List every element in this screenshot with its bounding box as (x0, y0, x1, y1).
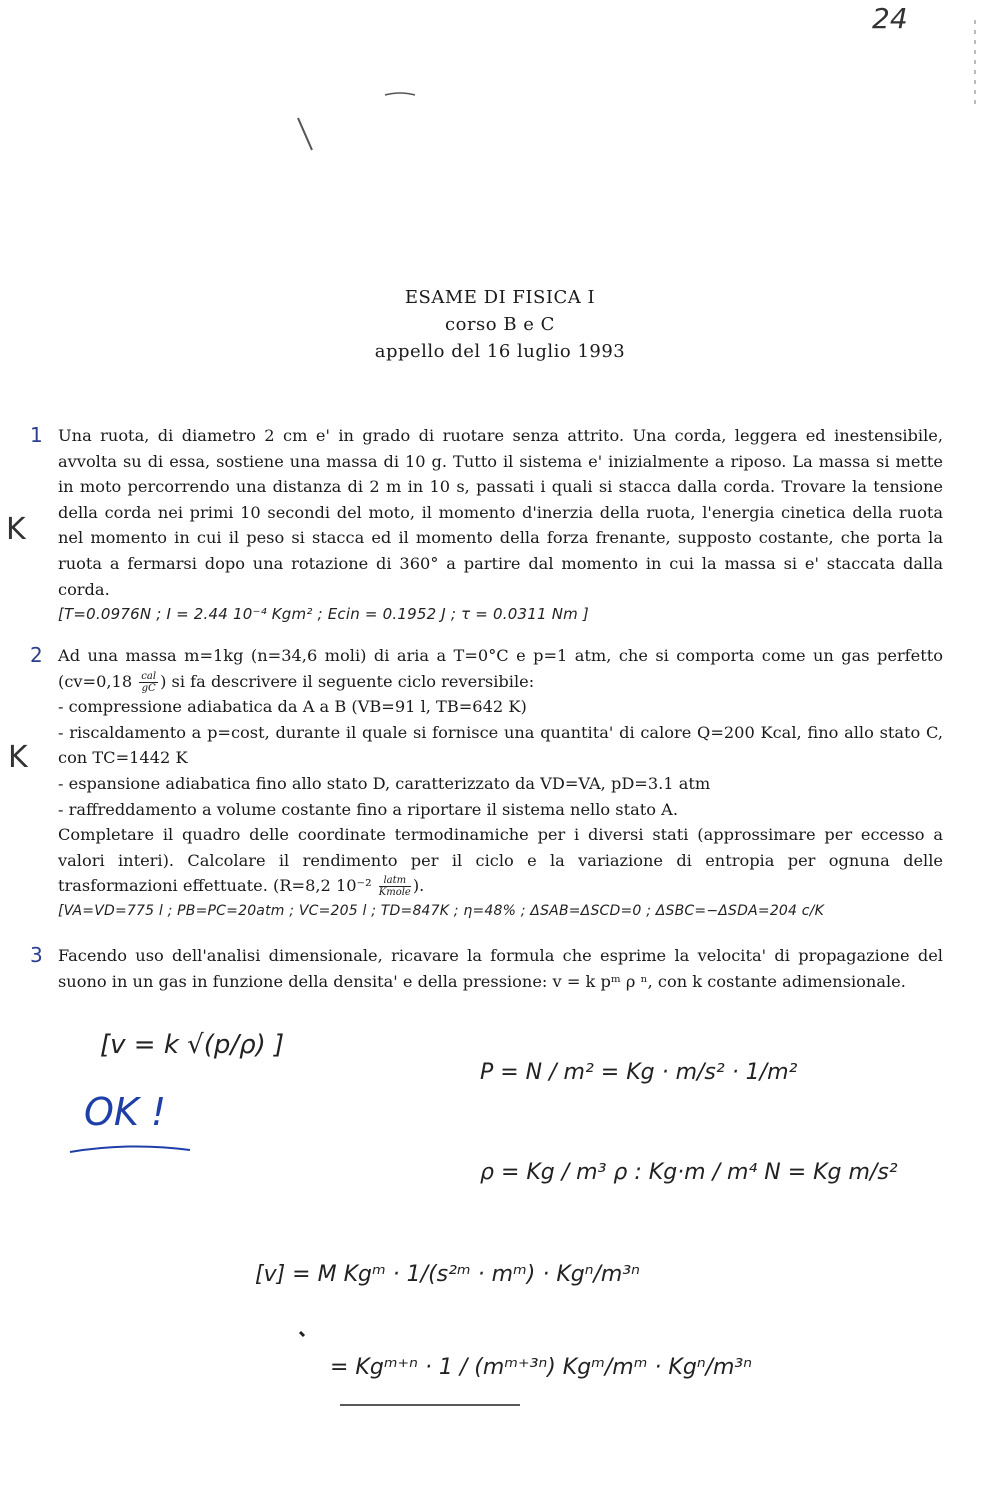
handwritten-result: = Kgᵐ⁺ⁿ · 1 / (mᵐ⁺³ⁿ) Kgᵐ/mᵐ · Kgⁿ/m³ⁿ (330, 1355, 753, 1380)
problem-2-closing-end: ). (412, 876, 425, 896)
problem-1-number: 1 (30, 423, 43, 447)
problem-2-intro (58, 643, 943, 694)
problem-1-text: Una ruota, di diametro 2 cm e' in grado di ruotare senza attrito. Una corda, leggera ed inestensibile, avvolta su di essa, sostiene una massa di 10 g. Tutto il sistema e' inizialmente a riposo. La massa si mette in moto percorrendo una distanza di 2 m in 10 s, passati i quali si stacca dalla corda. Trovare la tensione della corda nei primi 10 secondi del moto, il momento d'inerzia della ruota, l'energia cinetica della ruota nel momento in cui il peso si stacca ed il momento della forza frenante, supposto costante, che porta la ruota a fermarsi dopo una rotazione di 360° a partire dal momento in cui la massa si e' staccata dalla corda. (58, 426, 943, 599)
problem-2-intro-end: ) si fa descrivere il seguente ciclo reversibile: (160, 671, 535, 691)
unit-denominator: Kmole (378, 887, 411, 899)
exam-header (300, 284, 700, 365)
unit-numerator: latm (379, 875, 411, 887)
exam-date: appello del 16 luglio 1993 (374, 341, 626, 362)
problem-2-step-1: - compressione adiabatica da A a B (VB=91 l, TB=642 K) (58, 697, 527, 717)
unit-denominator: gC (141, 682, 156, 694)
ok-mark: OK ! (84, 1090, 167, 1134)
problem-2-step-2: - riscaldamento a p=cost, durante il quale si fornisce una quantita' di calore Q=200 Kcal, fino allo stato C, con TC=1442 K (58, 722, 943, 768)
stray-pen-mark (385, 93, 415, 95)
problem-2-step-3: - espansione adiabatica fino allo stato D, caratterizzato da VD=VA, pD=3.1 atm (58, 773, 711, 793)
problem-3-text: Facendo uso dell'analisi dimensionale, ricavare la formula che esprime la velocita' di propagazione del suono in un gas in funzione della densita' e della pressione: v = k pᵐ ρ ⁿ, con k costante adimensionale. (58, 946, 943, 991)
stray-pen-mark (298, 118, 312, 150)
margin-mark-k: K (8, 740, 28, 775)
problem-2-number: 2 (30, 643, 43, 667)
handwritten-velocity: [v] = M Kgᵐ · 1/(s²ᵐ · mᵐ) · Kgⁿ/m³ⁿ (255, 1262, 640, 1287)
ink-dot (300, 1332, 304, 1336)
exam-course: corso B e C (445, 314, 555, 335)
margin-mark-k: K (6, 512, 26, 547)
problem-2-answer: [VA=VD=775 l ; PB=PC=20atm ; VC=205 l ; TD=847K ; η=48% ; ΔSAB=ΔSCD=0 ; ΔSBC=−ΔSDA=204 c/K (58, 902, 824, 919)
problem-2-r-unit (379, 875, 411, 898)
problem-1 (30, 423, 943, 628)
exam-title: ESAME DI FISICA I (404, 287, 596, 308)
problem-3-answer: [v = k √(p/ρ) ] (100, 1030, 285, 1060)
handwritten-density: ρ = Kg / m³ ρ : Kg·m / m⁴ N = Kg m/s² (480, 1160, 898, 1185)
problem-2-closing-text: Completare il quadro delle coordinate termodinamiche per i diversi stati (approssimare per eccesso a valori interi). Calcolare il rendimento per il ciclo e la variazione di entropia per ognuna delle trasformazioni effettuate. (R=8,2 10⁻² (58, 825, 943, 896)
problem-1-answer: [T=0.0976N ; I = 2.44 10⁻⁴ Kgm² ; Ecin = 0.1952 J ; τ = 0.0311 Nm ] (58, 605, 589, 624)
problem-2-cv-unit (139, 671, 158, 694)
problem-3-number: 3 (30, 943, 43, 967)
handwritten-pressure: P = N / m² = Kg · m/s² · 1/m² (480, 1060, 798, 1085)
problem-3 (30, 943, 943, 994)
problem-2-closing (58, 822, 943, 899)
unit-numerator: cal (141, 670, 157, 682)
problem-2 (30, 643, 943, 925)
ok-underline (70, 1146, 190, 1152)
problem-2-step-4: - raffreddamento a volume costante fino a riportare il sistema nello stato A. (58, 799, 679, 819)
page-number: 24 (872, 2, 908, 35)
problem-2-intro-text: Ad una massa m=1kg (n=34,6 moli) di aria a T=0°C e p=1 atm, che si comporta come un gas perfetto (cv=0,18 (58, 646, 943, 691)
